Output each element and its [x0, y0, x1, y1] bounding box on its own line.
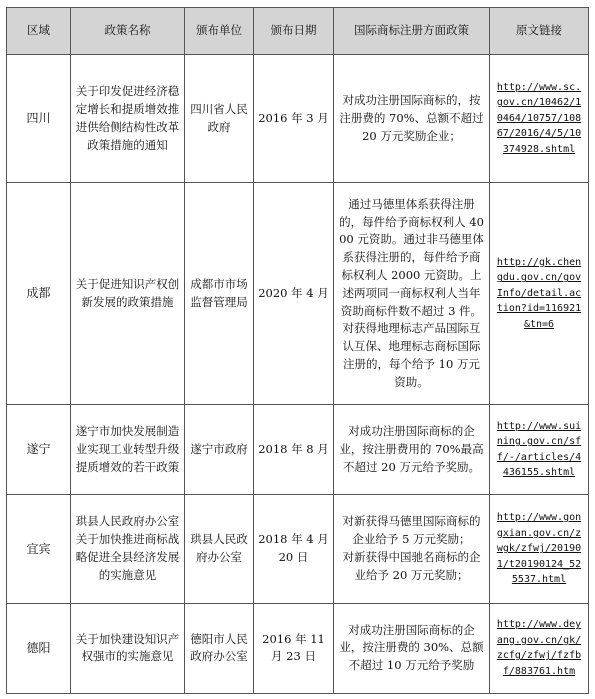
policy-paragraph: 对获得地理标志产品国际互认互保、地理标志商标国际注册的，每个给予 10 万元资助。: [342, 321, 481, 389]
issuer-cell: 德阳市人民政府办公室: [185, 603, 254, 693]
source-link[interactable]: http://www.sc.gov.cn/10462/10464/10757/10867/2016/4/5/10374928.shtml: [496, 81, 582, 155]
source-link[interactable]: http://www.deyang.gov.cn/gk/zcfg/zfwj/fzfbf/883761.htm: [496, 619, 582, 677]
policy-name-cell: 遂宁市加快发展制造业实现工业转型升级提质增效的若干政策: [71, 405, 185, 495]
trademark-policy-cell: [334, 183, 490, 405]
policy-paragraph: 通过马德里体系获得注册的，每件给予商标权利人 4000 元资助。通过非马德里体系获得注册的，每件给予商标权利人 2000 元资助。上述两项同一商标权利人当年资助商标件数不超过 3 件。: [339, 196, 484, 318]
date-cell: 2016 年 3 月: [254, 55, 334, 183]
header-issuer: 颁布单位: [185, 8, 254, 55]
region-cell: 宜宾: [7, 495, 71, 603]
header-row: [7, 8, 589, 55]
policy-name-cell: 关于加快建设知识产权强市的实施意见: [71, 603, 185, 693]
table-row: [7, 55, 589, 183]
policy-paragraph: 对新获得中国驰名商标的企业给予 20 万元奖励；: [342, 550, 481, 582]
trademark-policy-cell: [334, 603, 490, 693]
policy-name-cell: 珙县人民政府办公室关于加快推进商标战略促进全县经济发展的实施意见: [71, 495, 185, 603]
region-cell: 成都: [7, 183, 71, 405]
region-cell: 德阳: [7, 603, 71, 693]
issuer-cell: 成都市市场监督管理局: [185, 183, 254, 405]
source-link-cell: [490, 495, 589, 603]
date-cell: 2018 年 8 月: [254, 405, 334, 495]
policy-paragraph: 对成功注册国际商标的企业，按注册费的 30%、总额不超过 10 万元给予奖励: [339, 622, 484, 673]
date-cell: 2016 年 11 月 23 日: [254, 603, 334, 693]
policy-table: [6, 7, 589, 694]
header-source-link: 原文链接: [490, 8, 589, 55]
trademark-policy-cell: [334, 495, 490, 603]
region-cell: 遂宁: [7, 405, 71, 495]
header-policy-name: 政策名称: [71, 8, 185, 55]
trademark-policy-cell: [334, 405, 490, 495]
date-cell: 2020 年 4 月: [254, 183, 334, 405]
region-cell: 四川: [7, 55, 71, 183]
source-link-cell: [490, 183, 589, 405]
policy-paragraph: 对成功注册国际商标的，按注册费的 70%、总额不超过 20 万元奖励企业；: [339, 92, 484, 143]
date-cell: 2018 年 4 月 20 日: [254, 495, 334, 603]
header-region: 区域: [7, 8, 71, 55]
issuer-cell: 珙县人民政府办公室: [185, 495, 254, 603]
table-row: [7, 183, 589, 405]
policy-paragraph: 对新获得马德里国际商标的企业给予 5 万元奖励；: [342, 514, 481, 547]
issuer-cell: 遂宁市政府: [185, 405, 254, 495]
issuer-cell: 四川省人民政府: [185, 55, 254, 183]
trademark-policy-cell: [334, 55, 490, 183]
source-link-cell: [490, 405, 589, 495]
policy-name-cell: 关于促进知识产权创新发展的政策措施: [71, 183, 185, 405]
source-link-cell: [490, 603, 589, 693]
source-link[interactable]: http://www.suining.gov.cn/sff/-/articles/4436155.shtml: [496, 420, 582, 479]
source-link[interactable]: http://www.gongxian.gov.cn/zwgk/zfwj/201901/t20190124_525537.html: [496, 512, 582, 586]
table-row: [7, 405, 589, 495]
source-link-cell: [490, 55, 589, 183]
table-row: [7, 495, 589, 603]
header-trademark-policy: 国际商标注册方面政策: [334, 8, 490, 55]
policy-paragraph: 对成功注册国际商标的企业，按注册费用的 70%最高不超过 20 万元给予奖励。: [339, 424, 484, 474]
table-row: [7, 603, 589, 693]
header-date: 颁布日期: [254, 8, 334, 55]
policy-name-cell: 关于印发促进经济稳定增长和提质增效推进供给侧结构性改革政策措施的通知: [71, 55, 185, 183]
source-link[interactable]: http://gk.chengdu.gov.cn/govInfo/detail.action?id=116921&tn=6: [496, 256, 582, 330]
